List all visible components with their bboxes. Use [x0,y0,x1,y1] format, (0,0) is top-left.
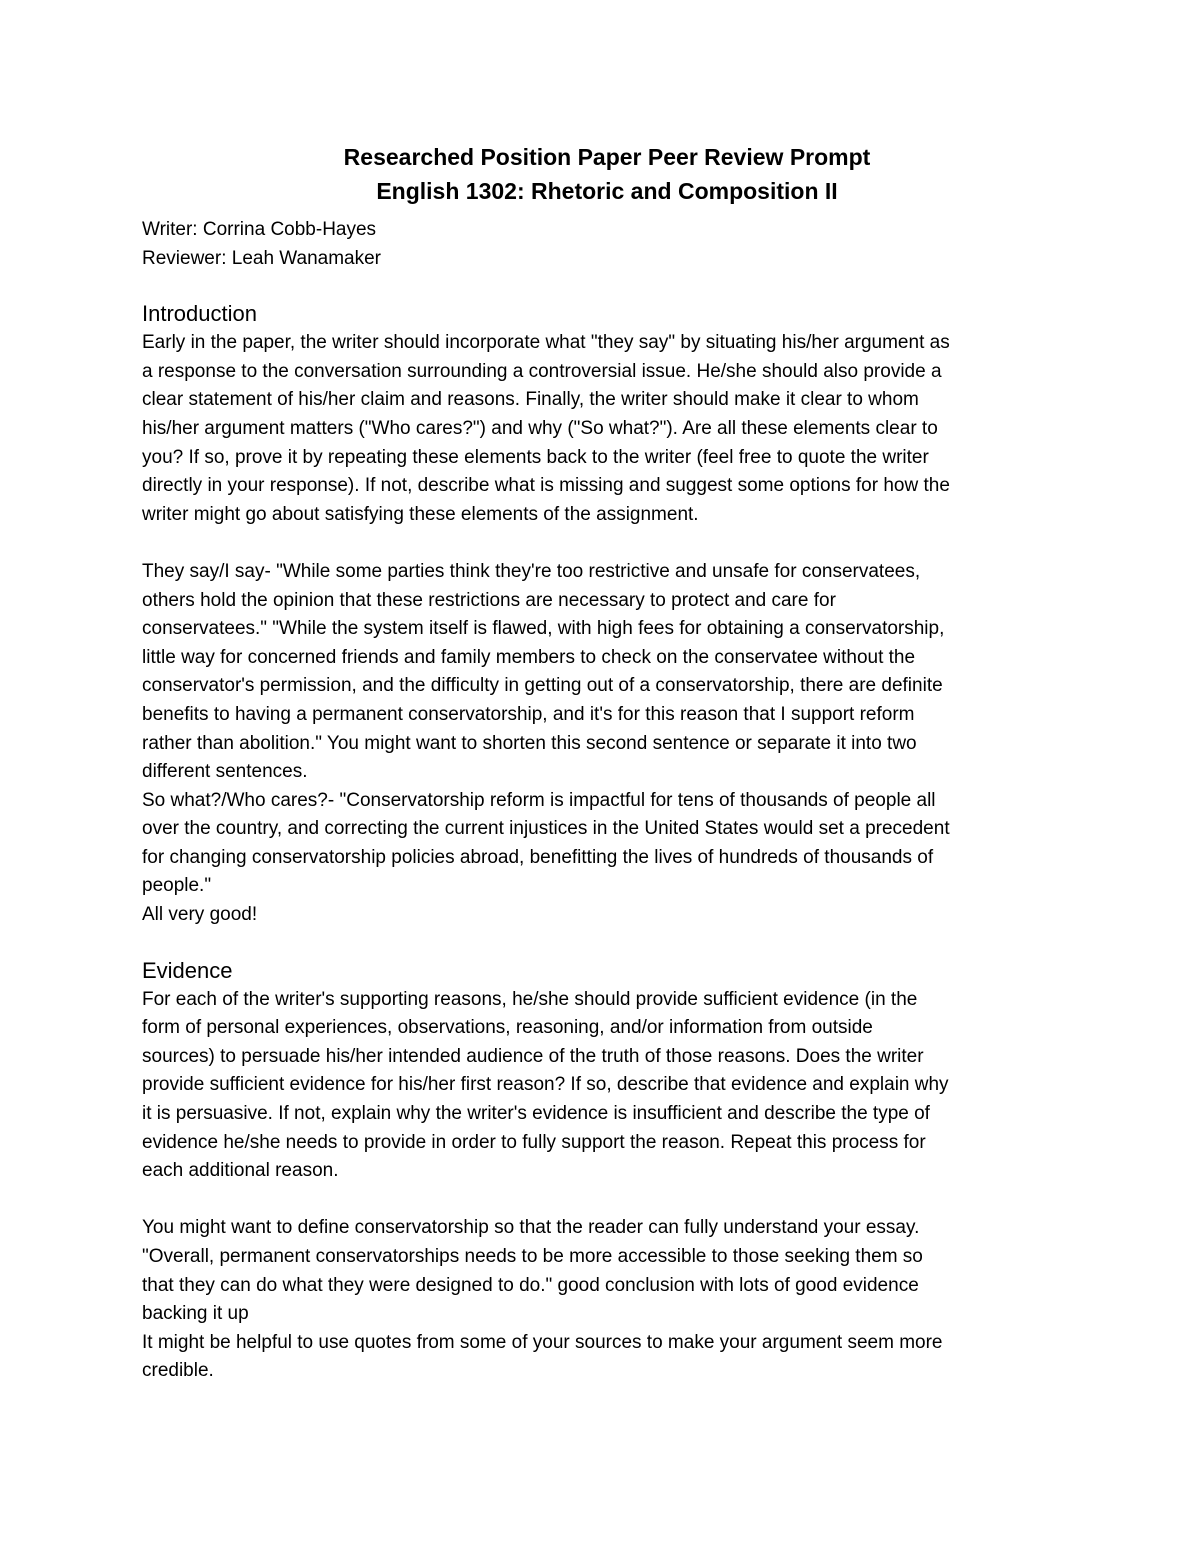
introduction-section [142,299,1072,929]
text-line: a response to the conversation surrounding a controversial issue. He/she should also provide a [142,360,942,382]
writer-name: Writer: Corrina Cobb-Hayes [142,219,377,240]
spacer [142,273,1072,299]
text-line: They say/I say- "While some parties think they're too restrictive and unsafe for conservatees, [142,560,921,582]
text-line: you? If so, prove it by repeating these elements back to the writer (feel free to quote the writer [142,446,929,468]
text-line: conservatees." "While the system itself is flawed, with high fees for obtaining a conservatorship, [142,618,945,640]
text-line: each additional reason. [142,1160,339,1182]
title-line-1: Researched Position Paper Peer Review Prompt [343,144,871,170]
text-line: So what?/Who cares?- "Conservatorship reform is impactful for tens of thousands of people all [142,789,936,811]
text-line: backing it up [142,1303,249,1325]
text-line: little way for concerned friends and family members to check on the conservatee without the [142,646,916,668]
text-line: evidence he/she needs to provide in order to fully support the reason. Repeat this process for [142,1131,926,1153]
text-line: his/her argument matters ("Who cares?") and why ("So what?"). Are all these elements clear to [142,417,938,439]
text-line: credible. [142,1360,214,1382]
reviewer-name: Reviewer: Leah Wanamaker [142,247,382,269]
introduction-response [142,558,1072,930]
text-line: For each of the writer's supporting reasons, he/she should provide sufficient evidence (in the [142,988,918,1010]
text-line: rather than abolition." You might want to shorten this second sentence or separate it into two [142,732,917,754]
text-line: benefits to having a permanent conservatorship, and it's for this reason that I support reform [142,703,915,725]
text-line: it is persuasive. If not, explain why the writer's evidence is insufficient and describe the type of [142,1103,930,1125]
text-line: different sentences. [142,761,308,783]
text-line: others hold the opinion that these restrictions are necessary to protect and care for [142,589,836,611]
text-line: for changing conservatorship policies abroad, benefitting the lives of hundreds of thousands of [142,846,934,868]
document-page [142,140,1072,1386]
introduction-heading: Introduction [142,301,257,327]
text-line: provide sufficient evidence for his/her first reason? If so, describe that evidence and explain why [142,1074,949,1096]
text-line: directly in your response). If not, describe what is missing and suggest some options for how the [142,475,950,497]
review-meta [142,216,1072,273]
evidence-response [142,1214,1072,1386]
text-line: conservator's permission, and the difficulty in getting out of a conservatorship, there are definite [142,675,943,697]
document-title [142,140,1072,208]
evidence-prompt [142,986,1072,1186]
text-line: It might be helpful to use quotes from some of your sources to make your argument seem more [142,1331,943,1353]
text-line: All very good! [142,904,258,926]
evidence-heading: Evidence [142,957,233,983]
text-line: that they can do what they were designed to do." good conclusion with lots of good evidence [142,1274,919,1296]
text-line: sources) to persuade his/her intended audience of the truth of those reasons. Does the writer [142,1045,924,1067]
spacer [142,1186,1072,1215]
text-line: Early in the paper, the writer should incorporate what "they say" by situating his/her argument as [142,332,950,354]
text-line: "Overall, permanent conservatorships needs to be more accessible to those seeking them so [142,1246,923,1267]
text-line: form of personal experiences, observations, reasoning, and/or information from outside [142,1017,873,1039]
spacer [142,930,1072,956]
text-line: over the country, and correcting the current injustices in the United States would set a precedent [142,818,950,840]
text-line: You might want to define conservatorship so that the reader can fully understand your essay. [142,1217,920,1239]
evidence-section [142,956,1072,1386]
spacer [142,529,1072,558]
text-line: writer might go about satisfying these elements of the assignment. [142,503,699,525]
introduction-prompt [142,329,1072,529]
text-line: people." [142,875,212,897]
title-line-2: English 1302: Rhetoric and Composition II [376,178,838,204]
text-line: clear statement of his/her claim and reasons. Finally, the writer should make it clear to whom [142,389,919,411]
